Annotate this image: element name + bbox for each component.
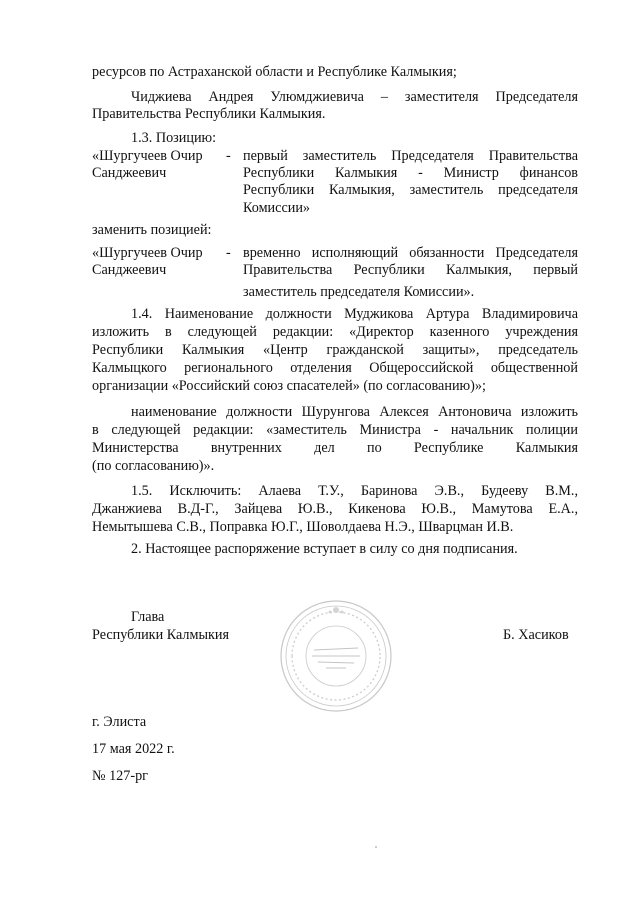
scan-speck <box>375 846 377 848</box>
item-2: 2. Настоящее распоряжение вступает в силу со дня подписания. <box>131 541 518 557</box>
document-number: № 127-рг <box>92 768 149 784</box>
item-1-5-line-2: Джанжиева В.Д-Г., Зайцева Ю.В., Кикенова Ю.В., Мамутова Е.А., <box>92 501 578 517</box>
old-position-dash: - <box>226 148 231 164</box>
old-position-name-2: Санджеевич <box>92 165 167 181</box>
intro-line-2: Чиджиева Андрея Улюмджиевича – заместителя Председателя <box>131 89 578 105</box>
item-1-4-line-5: организации «Российский союз спасателей» (по согласованию)»; <box>92 378 486 394</box>
document-place: г. Элиста <box>92 714 147 730</box>
intro-line-3: Правительства Республики Калмыкия. <box>92 106 326 122</box>
item-1-5-line-1: 1.5. Исключить: Алаева Т.У., Баринова Э.В., Будееву В.М., <box>131 483 578 499</box>
item-1-5-line-3: Немытышева С.В., Поправка Ю.Г., Шоволдаева Н.Э., Шварцман И.В. <box>92 519 514 535</box>
item-1-4b-line-2: в следующей редакции: «заместитель Министра - начальник полиции <box>92 422 578 438</box>
item-1-4b-line-4: (по согласованию)». <box>92 458 215 474</box>
item-1-3-heading: 1.3. Позицию: <box>131 130 217 146</box>
signature-name: Б. Хасиков <box>503 627 569 643</box>
intro-line-1: ресурсов по Астраханской области и Республике Калмыкия; <box>92 64 457 80</box>
item-1-4-line-4: Калмыцкого регионального отделения Общероссийской общественной <box>92 360 578 376</box>
old-position-desc-2: Республики Калмыкия - Министр финансов <box>243 165 578 181</box>
signature-title-line-2: Республики Калмыкия <box>92 627 230 643</box>
old-position-desc-4: Комиссии» <box>243 200 311 216</box>
official-seal-stamp <box>278 598 394 714</box>
old-position-desc-1: первый заместитель Председателя Правительства <box>243 148 578 164</box>
new-position-dash: - <box>226 245 231 261</box>
item-1-4b-line-3: Министерства внутренних дел по Республике Калмыкия <box>92 440 578 456</box>
new-position-name-1: «Шургучеев Очир <box>92 245 203 261</box>
item-1-4-line-3: Республики Калмыкия «Центр гражданской защиты», председатель <box>92 342 578 358</box>
old-position-name-1: «Шургучеев Очир <box>92 148 203 164</box>
replace-with-label: заменить позицией: <box>92 222 212 238</box>
old-position-desc-3: Республики Калмыкия, заместитель председателя <box>243 182 578 198</box>
item-1-4b-line-1: наименование должности Шурунгова Алексея Антоновича изложить <box>131 404 578 420</box>
item-1-4-line-2: изложить в следующей редакции: «Директор казенного учреждения <box>92 324 578 340</box>
new-position-desc-3: заместитель председателя Комиссии». <box>243 284 475 300</box>
document-date: 17 мая 2022 г. <box>92 741 175 757</box>
new-position-desc-1: временно исполняющий обязанности Председателя <box>243 245 578 261</box>
new-position-desc-2: Правительства Республики Калмыкия, первый <box>243 262 578 278</box>
signature-title-line-1: Глава <box>131 609 165 625</box>
item-1-4-line-1: 1.4. Наименование должности Муджикова Артура Владимировича <box>131 306 578 322</box>
new-position-name-2: Санджеевич <box>92 262 167 278</box>
